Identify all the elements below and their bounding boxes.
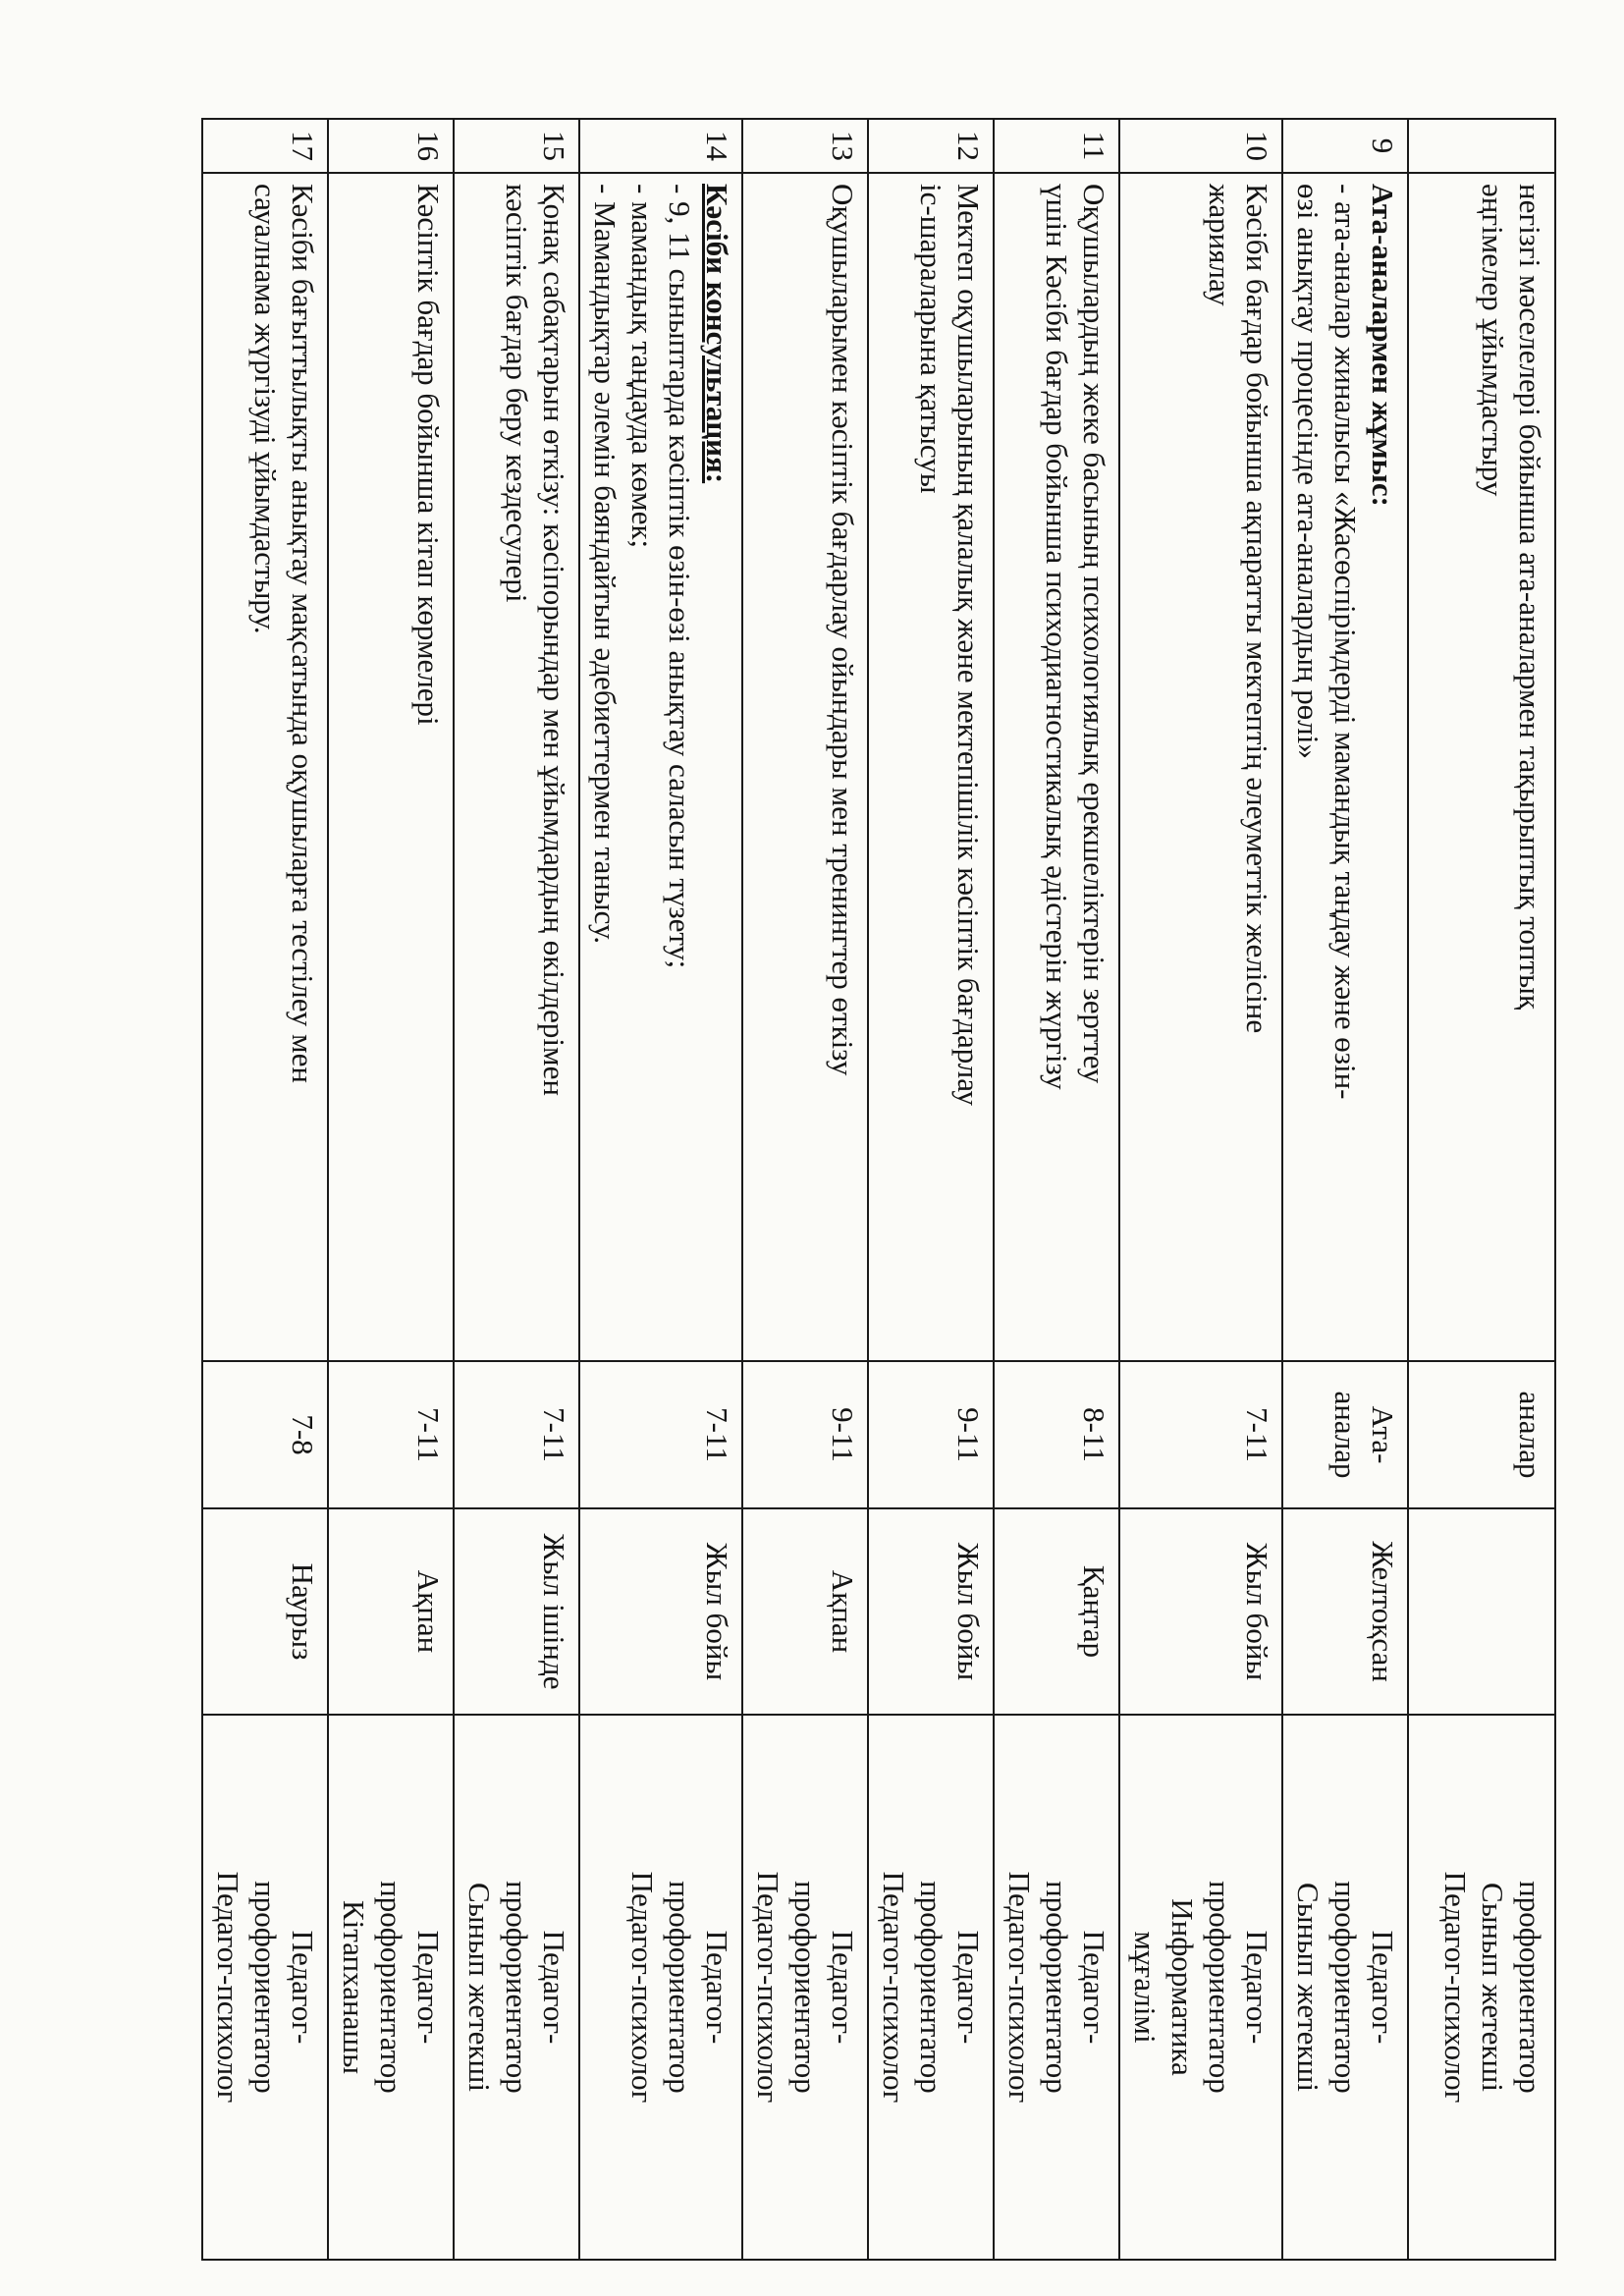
time-cell: Жыл бойы (1119, 1508, 1282, 1715)
activity-cell (994, 173, 1119, 1361)
responsible-cell (202, 1715, 328, 2260)
time-cell: Жыл ішінде (454, 1508, 579, 1715)
activity-heading: Кәсіби консультация: (700, 184, 734, 484)
responsible-text: Педагог-психолог (1438, 1871, 1473, 2104)
responsible-text: Сынып жетекші (462, 1883, 497, 2092)
responsible-text: Кітапханашы (337, 1899, 371, 2075)
responsible-text: профориентатор (1040, 1881, 1074, 2094)
responsible-text: Педагог-психолог (625, 1871, 660, 2104)
responsible-text: Информатика (1165, 1898, 1200, 2076)
grades-cell: 7-11 (1119, 1361, 1282, 1508)
row-number (1408, 119, 1555, 173)
activity-heading: Ата-аналармен жұмыс: (1366, 184, 1400, 507)
activity-text: негізгі мәселелері бойынша ата-аналармен тақырыптық топтық (1513, 184, 1547, 1010)
responsible-text: профориентатор (663, 1881, 697, 2094)
responsible-text: Сынып жетекші (1476, 1883, 1510, 2092)
responsible-cell (579, 1715, 742, 2260)
grades-cell: 7-8 (202, 1361, 328, 1508)
responsible-text: профориентатор (374, 1881, 408, 2094)
grades-cell: 7-11 (579, 1361, 742, 1508)
row-number: 16 (328, 119, 454, 173)
responsible-text: Педагог-психолог (877, 1871, 911, 2104)
responsible-text: Сынып жетекші (1291, 1883, 1326, 2092)
responsible-text: Педагог- (1240, 1930, 1274, 2045)
responsible-text: Педагог- (826, 1930, 860, 2045)
activity-text: жариялау (1203, 184, 1237, 306)
responsible-text: мұғалімі (1128, 1931, 1163, 2044)
table-row (1282, 119, 1408, 2260)
activity-text: әңгімелер ұйымдастыру (1476, 184, 1510, 497)
activity-text: - ата-аналар жиналысы «Жасөспірімдерді мамандық таңдау және өзін- (1328, 184, 1363, 1100)
responsible-cell (1119, 1715, 1282, 2260)
activity-cell (202, 173, 328, 1361)
grades-cell: аналар (1408, 1361, 1555, 1508)
responsible-text: Педагог- (1366, 1930, 1400, 2045)
activity-cell (328, 173, 454, 1361)
table-row (202, 119, 328, 2260)
row-number: 15 (454, 119, 579, 173)
responsible-text: Педагог- (700, 1930, 734, 2045)
activity-text: - 9, 11 сыныптарда кәсіптік өзін-өзі анықтау саласын түзету; (663, 184, 697, 969)
time-cell: Қаңтар (994, 1508, 1119, 1715)
time-cell: Желтоқсан (1282, 1508, 1408, 1715)
responsible-text: Педагог- (411, 1930, 446, 2045)
responsible-text: профориентатор (788, 1881, 823, 2094)
rotated-document-page (152, 118, 1556, 2259)
responsible-text: Педагог-психолог (1002, 1871, 1037, 2104)
responsible-text: профориентатор (248, 1881, 283, 2094)
responsible-cell (454, 1715, 579, 2260)
activity-cell (579, 173, 742, 1361)
activity-text: Оқушылардың жеке басының психологиялық ерекшеліктерін зерттеу (1077, 184, 1111, 1084)
responsible-cell (1408, 1715, 1555, 2260)
responsible-cell (868, 1715, 994, 2260)
row-number: 17 (202, 119, 328, 173)
time-cell: Жыл бойы (868, 1508, 994, 1715)
grades-cell: Ата-аналар (1282, 1361, 1408, 1508)
career-guidance-plan-table (201, 118, 1556, 2261)
responsible-text: Педагог-психолог (211, 1871, 245, 2104)
row-number: 14 (579, 119, 742, 173)
table-row (868, 119, 994, 2260)
activity-text: өзі анықтау процесінде ата-аналардың рөлі» (1291, 184, 1326, 759)
responsible-cell (1282, 1715, 1408, 2260)
grades-cell: 9-11 (742, 1361, 868, 1508)
time-cell: Наурыз (202, 1508, 328, 1715)
activity-cell (454, 173, 579, 1361)
activity-text: Қонақ сабақтарын өткізу: кәсіпорындар мен ұйымдардың өкілдерімен (537, 184, 571, 1097)
responsible-text: Педагог- (286, 1930, 320, 2045)
activity-text: іс-шараларына қатысуы (914, 184, 948, 494)
responsible-text: профориентатор (500, 1881, 534, 2094)
row-number: 11 (994, 119, 1119, 173)
activity-text: Кәсіби бағдар бойынша ақпаратты мектептің әлеуметтік желісіне (1240, 184, 1274, 1034)
activity-cell (1408, 173, 1555, 1361)
activity-text: Кәсіби бағыттылықты анықтау мақсатында оқушыларға тестілеу мен (286, 184, 320, 1083)
responsible-cell (742, 1715, 868, 2260)
grades-cell: 7-11 (328, 1361, 454, 1508)
table-row (1408, 119, 1555, 2260)
activity-text: - Мамандықтар әлемін баяндайтын әдебиеттермен танысу. (588, 184, 623, 945)
row-number: 12 (868, 119, 994, 173)
time-cell: Жыл бойы (579, 1508, 742, 1715)
activity-text: кәсіптік бағдар беру кездесулері (500, 184, 534, 603)
time-cell: Ақпан (742, 1508, 868, 1715)
table-row (328, 119, 454, 2260)
grades-cell: 8-11 (994, 1361, 1119, 1508)
responsible-text: Педагог- (951, 1930, 986, 2045)
responsible-cell (994, 1715, 1119, 2260)
grades-cell: 9-11 (868, 1361, 994, 1508)
responsible-text: профориентатор (914, 1881, 948, 2094)
row-number: 9 (1282, 119, 1408, 173)
activity-text: Кәсіптік бағдар бойынша кітап көрмелері (411, 184, 446, 726)
responsible-text: Педагог- (537, 1930, 571, 2045)
time-cell (1408, 1508, 1555, 1715)
activity-text: сауалнама жүргізуді ұйымдастыру. (248, 184, 283, 634)
activity-cell (1119, 173, 1282, 1361)
row-number: 13 (742, 119, 868, 173)
responsible-text: Педагог- (1077, 1930, 1111, 2045)
activity-text: үшін Кәсіби бағдар бойынша психодиагностикалық әдістерін жүргізу (1040, 184, 1074, 1090)
table-row (1119, 119, 1282, 2260)
responsible-text: профориентатор (1513, 1881, 1547, 2094)
activity-text: - мамандық таңдауда көмек; (625, 184, 660, 549)
table-row (742, 119, 868, 2260)
grades-cell: 7-11 (454, 1361, 579, 1508)
responsible-text: Педагог-психолог (751, 1871, 785, 2104)
table-row (994, 119, 1119, 2260)
row-number: 10 (1119, 119, 1282, 173)
table-row (454, 119, 579, 2260)
responsible-text: профориентатор (1328, 1881, 1363, 2094)
activity-text: Мектеп оқушыларының қалалық және мектепішілік кәсіптік бағдарлау (951, 184, 986, 1106)
time-cell: Ақпан (328, 1508, 454, 1715)
responsible-cell (328, 1715, 454, 2260)
activity-cell (742, 173, 868, 1361)
activity-text: Оқушыларымен кәсіптік бағдарлау ойындары мен тренингтер өткізу (826, 184, 860, 1076)
table-row (579, 119, 742, 2260)
activity-cell (1282, 173, 1408, 1361)
activity-cell (868, 173, 994, 1361)
responsible-text: профориентатор (1203, 1881, 1237, 2094)
